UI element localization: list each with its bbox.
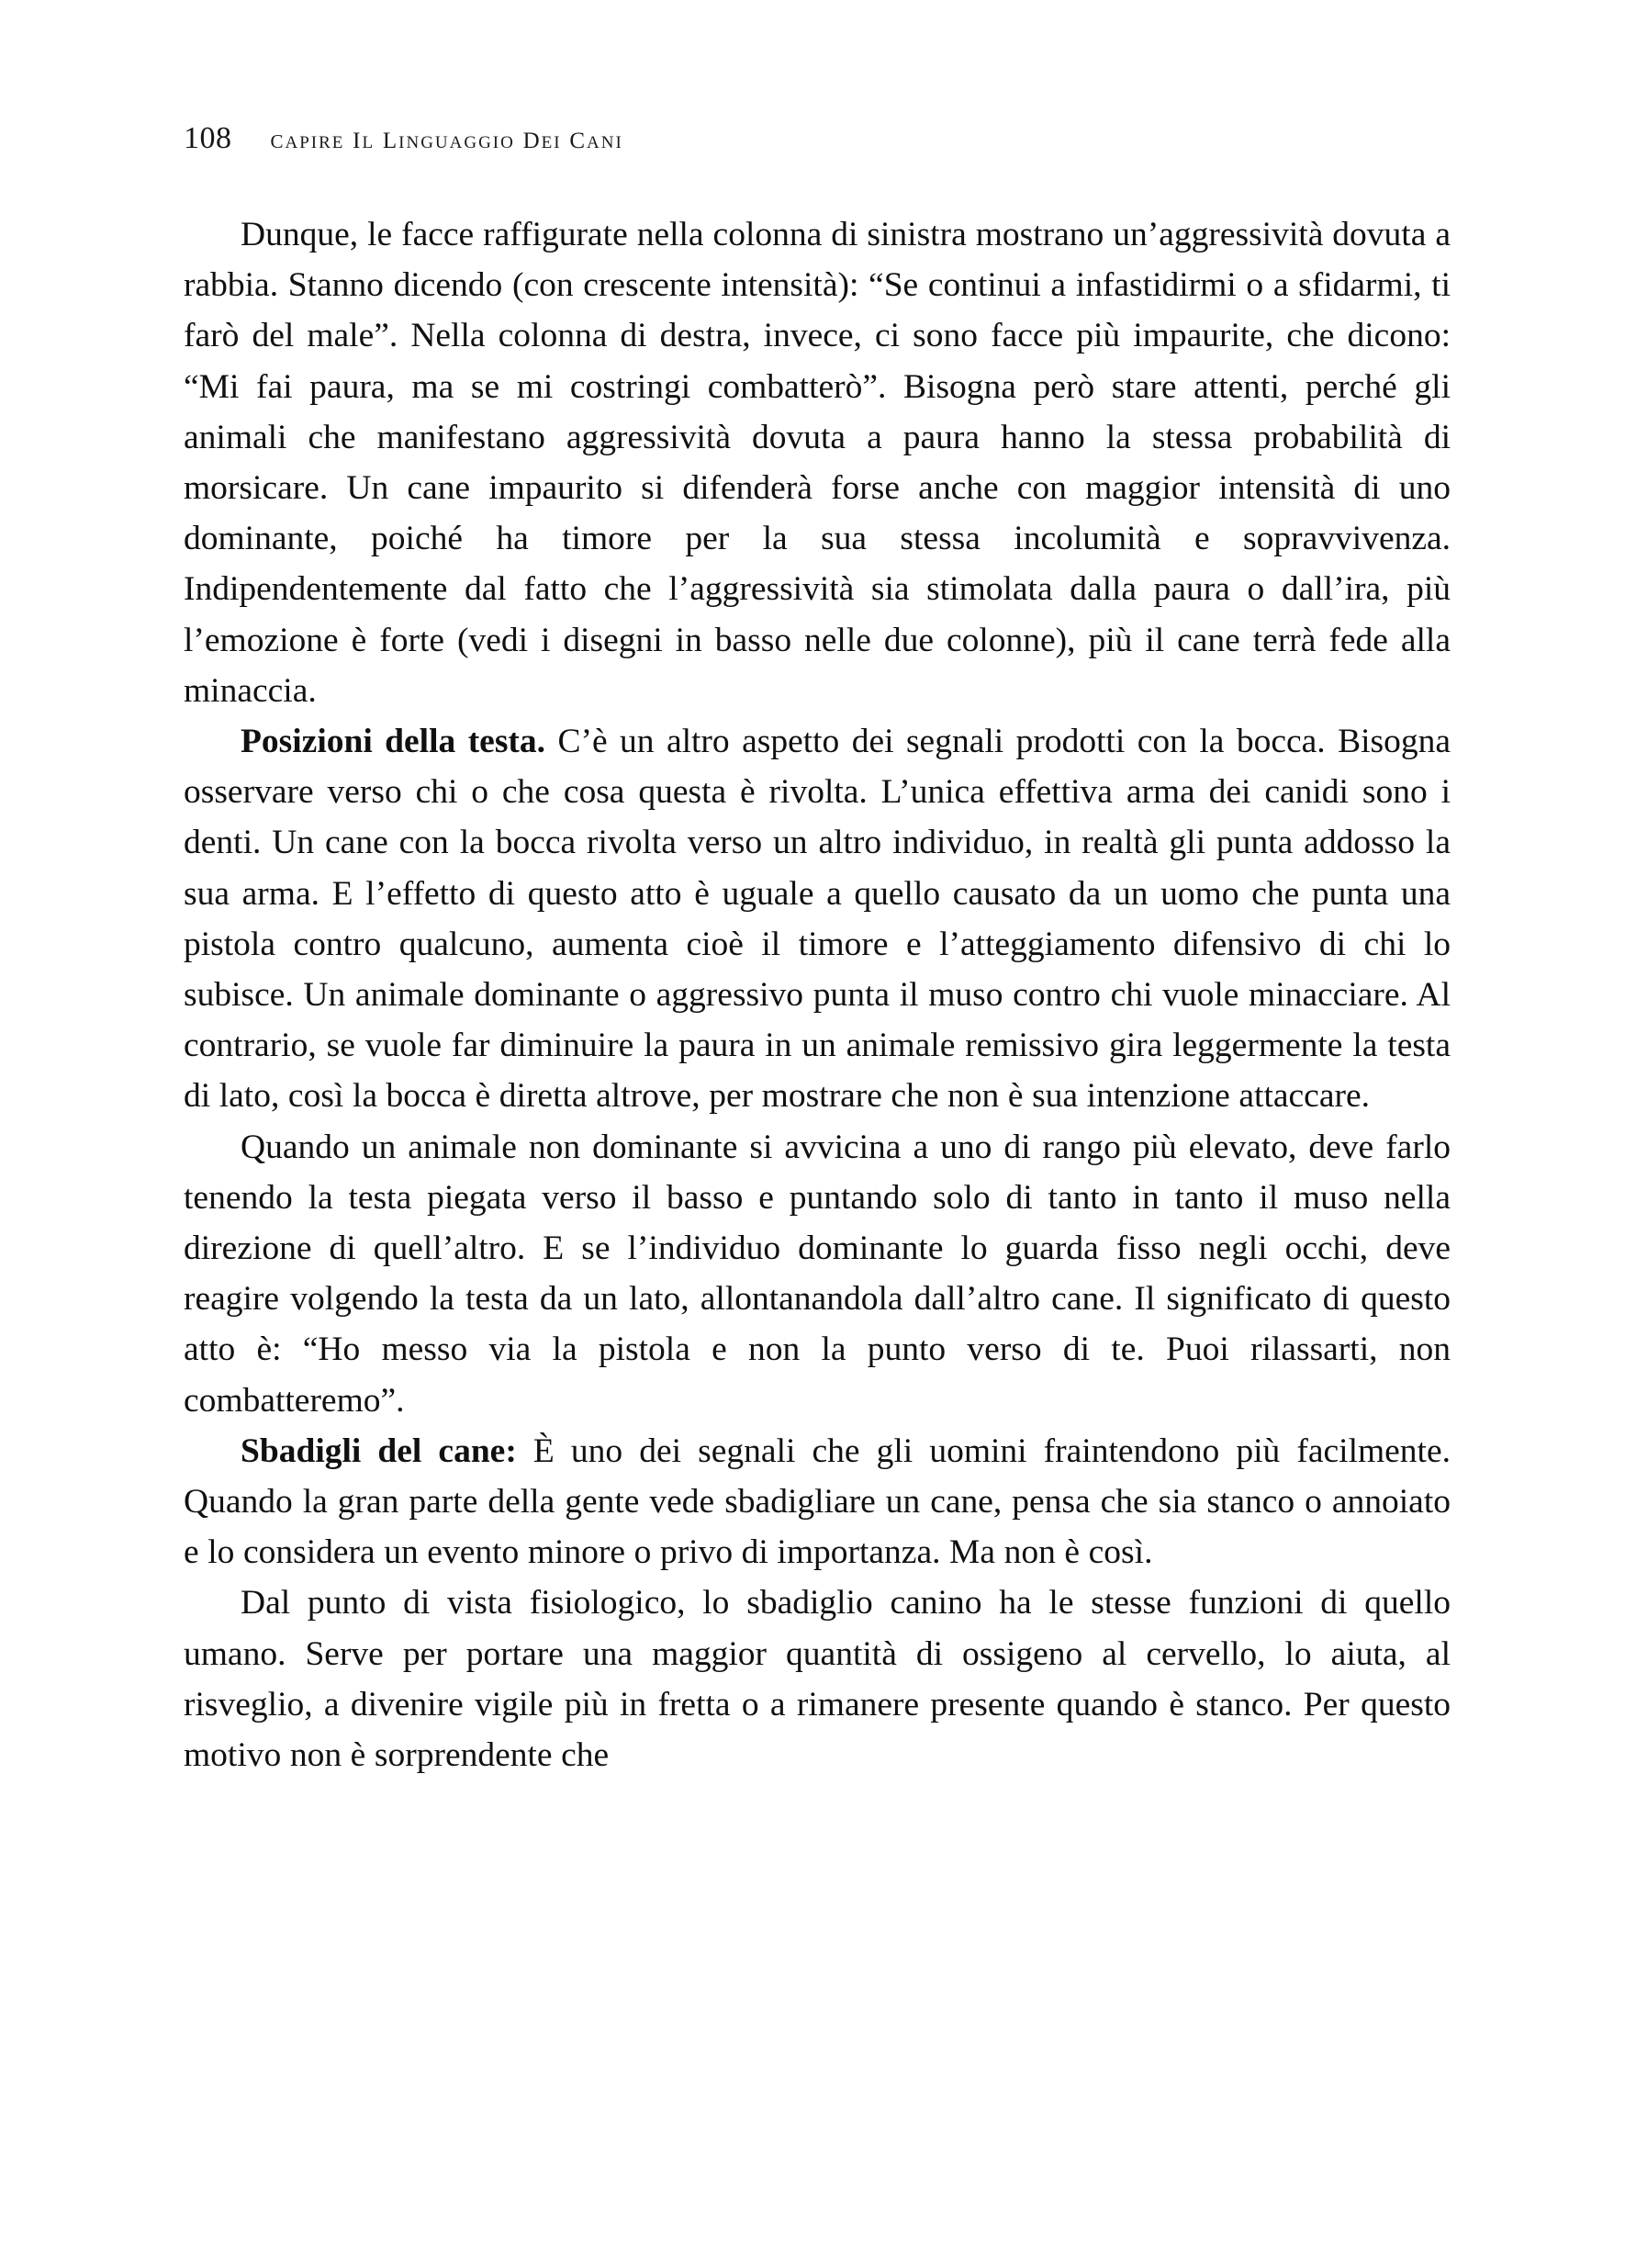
running-title-text: capire il linguaggio dei cani bbox=[270, 119, 623, 155]
paragraph-2 bbox=[184, 716, 1451, 1122]
paragraph-4-lead: Sbadigli del cane: bbox=[241, 1432, 517, 1470]
paragraph-2-text: C’è un altro aspetto dei segnali prodotti con la bocca. Bisogna osservare verso chi o che cosa questa è rivolta. L’unica effettiva arma dei canidi sono i denti. Un cane con la bocca rivolta verso un altro individuo, in realtà gli punta addosso la sua arma. E l’effetto di questo atto è uguale a quello causato da un uomo che punta una pistola contro qualcuno, aumenta cioè il timore e l’atteggiamento difensivo di chi lo subisce. Un animale dominante o aggressivo punta il muso contro chi vuole minacciare. Al contrario, se vuole far diminuire la paura in un animale remissivo gira leggermente la testa di lato, così la bocca è diretta altrove, per mostrare che non è sua intenzione attaccare. bbox=[184, 723, 1451, 1116]
paragraph-4 bbox=[184, 1426, 1451, 1578]
page-number: 108 bbox=[184, 121, 232, 155]
running-header bbox=[184, 119, 1469, 156]
paragraph-5-text: Dal punto di vista fisiologico, lo sbadiglio canino ha le stesse funzioni di quello umano. Serve per portare una maggior quantità di ossigeno al cervello, lo aiuta, al risveglio, a divenire vigile più in fretta o a rimanere presente quando è stanco. Per questo motivo non è sorprendente che bbox=[184, 1584, 1451, 1775]
paragraph-2-lead: Posizioni della testa. bbox=[241, 723, 546, 761]
paragraph-1 bbox=[184, 209, 1451, 716]
running-title bbox=[271, 119, 623, 156]
paragraph-3 bbox=[184, 1122, 1451, 1426]
paragraph-5 bbox=[184, 1577, 1451, 1780]
paragraph-4-text: È uno dei segnali che gli uomini fraintendono più facilmente. Quando la gran parte della gente vede sbadigliare un cane, pensa che sia stanco o annoiato e lo considera un evento minore o privo di importanza. Ma non è così. bbox=[184, 1432, 1451, 1572]
body-text-block bbox=[184, 209, 1451, 1780]
paragraph-3-text: Quando un animale non dominante si avvicina a uno di rango più elevato, deve farlo tenendo la testa piegata verso il basso e puntando solo di tanto in tanto il muso nella direzione di quell’altro. E se l’individuo dominante lo guarda fisso negli occhi, deve reagire volgendo la testa da un lato, allontanandola dall’altro cane. Il significato di questo atto è: “Ho messo via la pistola e non la punto verso di te. Puoi rilassarti, non combatteremo”. bbox=[184, 1128, 1451, 1420]
paragraph-1-text: Dunque, le facce raffigurate nella colonna di sinistra mostrano un’aggressività dovuta a rabbia. Stanno dicendo (con crescente intensità): “Se continui a infastidirmi o a sfidarmi, ti farò del male”. Nella colonna di destra, invece, ci sono facce più impaurite, che dicono: “Mi fai paura, ma se mi costringi combatterò”. Bisogna però stare attenti, perché gli animali che manifestano aggressività dovuta a paura hanno la stessa probabilità di morsicare. Un cane impaurito si difenderà forse anche con maggior intensità di uno dominante, poiché ha timore per la sua stessa incolumità e sopravvivenza. Indipendentemente dal fatto che l’aggressività sia stimolata dalla paura o dall’ira, più l’emozione è forte (vedi i disegni in basso nelle due colonne), più il cane terrà fede alla minaccia. bbox=[184, 216, 1451, 710]
